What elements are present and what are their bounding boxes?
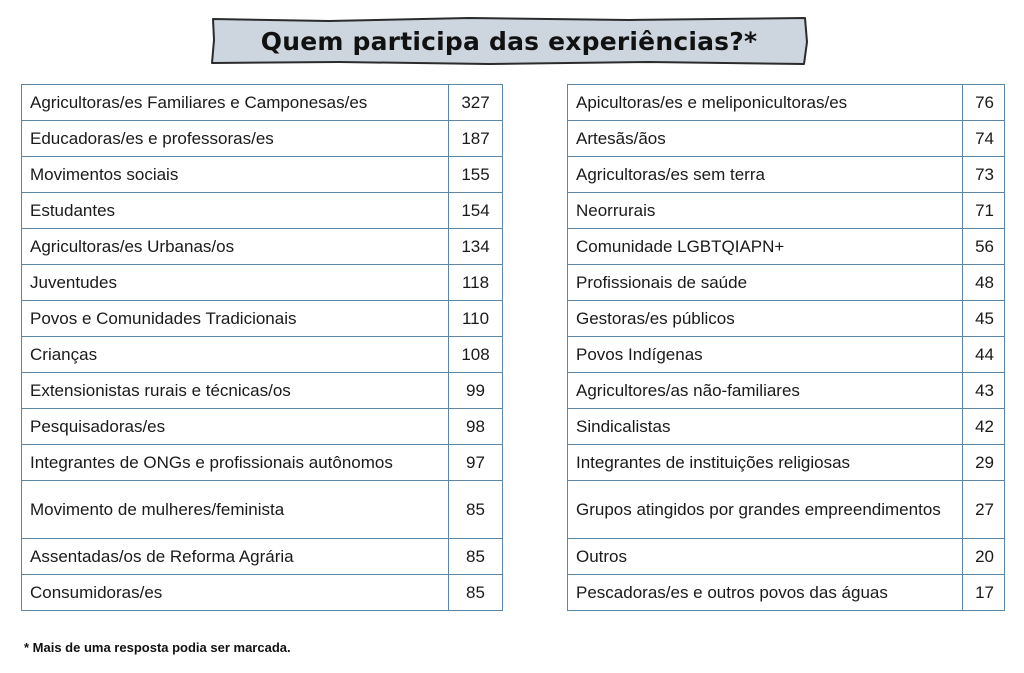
table-row (22, 539, 503, 575)
row-count: 43 (963, 373, 1005, 409)
row-count: 42 (963, 409, 1005, 445)
table-row (568, 481, 1005, 539)
row-label: Movimentos sociais (22, 157, 449, 193)
table-row (22, 337, 503, 373)
row-count: 187 (449, 121, 503, 157)
table-row (568, 445, 1005, 481)
row-label: Povos Indígenas (568, 337, 963, 373)
row-count: 97 (449, 445, 503, 481)
row-count: 44 (963, 337, 1005, 373)
row-count: 85 (449, 575, 503, 611)
row-count: 134 (449, 229, 503, 265)
row-label: Agricultoras/es Familiares e Camponesas/es (22, 85, 449, 121)
participants-table-left (21, 84, 503, 611)
table-row (568, 575, 1005, 611)
table-row (568, 373, 1005, 409)
row-label: Sindicalistas (568, 409, 963, 445)
row-label: Assentadas/os de Reforma Agrária (22, 539, 449, 575)
row-label: Juventudes (22, 265, 449, 301)
footnote: * Mais de uma resposta podia ser marcada. (24, 640, 291, 655)
row-count: 108 (449, 337, 503, 373)
row-label: Pesquisadoras/es (22, 409, 449, 445)
row-label: Movimento de mulheres/feminista (22, 481, 449, 539)
row-count: 17 (963, 575, 1005, 611)
row-count: 155 (449, 157, 503, 193)
row-label: Consumidoras/es (22, 575, 449, 611)
row-label: Povos e Comunidades Tradicionais (22, 301, 449, 337)
table-row (22, 85, 503, 121)
table-row (22, 575, 503, 611)
row-count: 27 (963, 481, 1005, 539)
row-count: 73 (963, 157, 1005, 193)
row-label: Grupos atingidos por grandes empreendimentos (568, 481, 963, 539)
row-count: 20 (963, 539, 1005, 575)
row-label: Agricultoras/es Urbanas/os (22, 229, 449, 265)
row-count: 85 (449, 539, 503, 575)
row-count: 154 (449, 193, 503, 229)
table-row (22, 229, 503, 265)
row-count: 327 (449, 85, 503, 121)
table-row (568, 121, 1005, 157)
table-row (568, 337, 1005, 373)
table-row (568, 539, 1005, 575)
participants-table-right (567, 84, 1005, 611)
table-row (22, 301, 503, 337)
row-count: 99 (449, 373, 503, 409)
table-row (22, 409, 503, 445)
row-count: 45 (963, 301, 1005, 337)
table-row (22, 121, 503, 157)
row-label: Apicultoras/es e meliponicultoras/es (568, 85, 963, 121)
row-count: 118 (449, 265, 503, 301)
row-count: 110 (449, 301, 503, 337)
row-count: 98 (449, 409, 503, 445)
row-label: Crianças (22, 337, 449, 373)
row-label: Agricultores/as não-familiares (568, 373, 963, 409)
table-row (568, 193, 1005, 229)
row-label: Neorrurais (568, 193, 963, 229)
row-count: 56 (963, 229, 1005, 265)
table-row (22, 265, 503, 301)
row-label: Comunidade LGBTQIAPN+ (568, 229, 963, 265)
row-count: 76 (963, 85, 1005, 121)
table-row (22, 445, 503, 481)
row-label: Pescadoras/es e outros povos das águas (568, 575, 963, 611)
table-row (568, 157, 1005, 193)
title-banner (209, 16, 809, 66)
row-label: Integrantes de ONGs e profissionais autônomos (22, 445, 449, 481)
row-label: Agricultoras/es sem terra (568, 157, 963, 193)
table-row (568, 301, 1005, 337)
table-row (22, 193, 503, 229)
row-label: Extensionistas rurais e técnicas/os (22, 373, 449, 409)
row-label: Gestoras/es públicos (568, 301, 963, 337)
row-label: Educadoras/es e professoras/es (22, 121, 449, 157)
row-count: 74 (963, 121, 1005, 157)
table-row (22, 157, 503, 193)
row-count: 29 (963, 445, 1005, 481)
row-label: Profissionais de saúde (568, 265, 963, 301)
table-row (568, 409, 1005, 445)
table-row (22, 373, 503, 409)
table-row (568, 229, 1005, 265)
row-count: 48 (963, 265, 1005, 301)
row-count: 85 (449, 481, 503, 539)
row-label: Artesãs/ãos (568, 121, 963, 157)
row-label: Outros (568, 539, 963, 575)
table-row (568, 265, 1005, 301)
page-title: Quem participa das experiências?* (260, 26, 758, 56)
row-label: Estudantes (22, 193, 449, 229)
row-label: Integrantes de instituições religiosas (568, 445, 963, 481)
table-row (568, 85, 1005, 121)
table-row (22, 481, 503, 539)
row-count: 71 (963, 193, 1005, 229)
